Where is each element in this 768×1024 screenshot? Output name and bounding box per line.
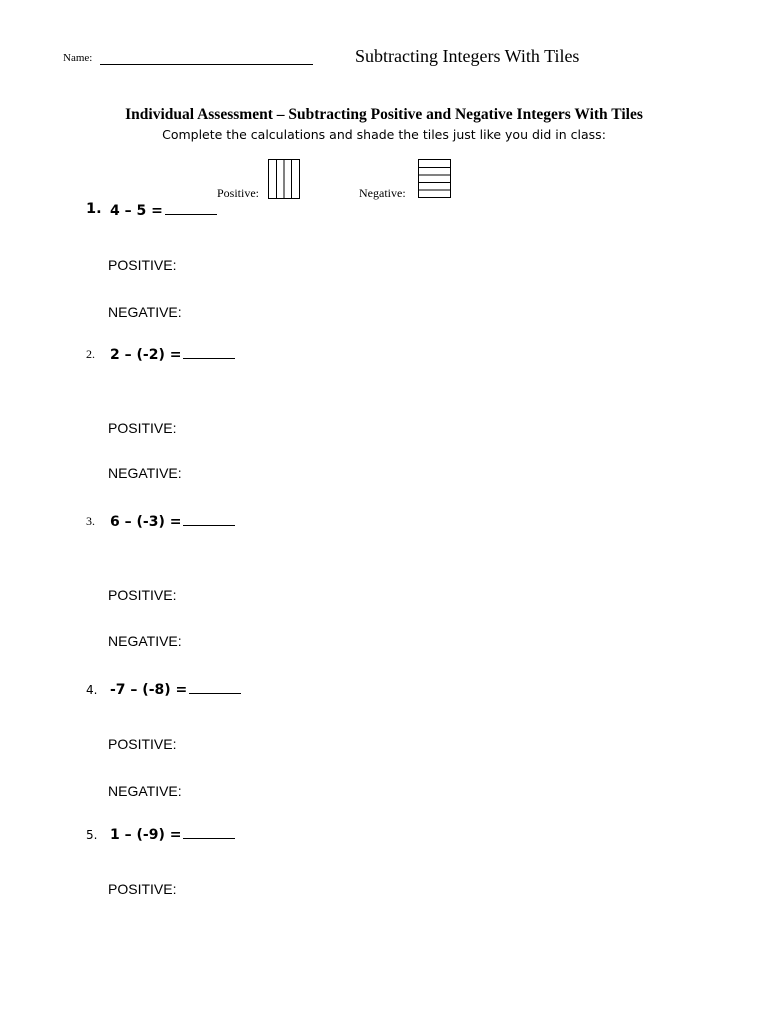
negative-row-label: NEGATIVE: [108, 783, 182, 799]
answer-blank[interactable] [189, 681, 241, 694]
question-number: 1. [86, 201, 102, 217]
positive-row-label: POSITIVE: [108, 420, 177, 436]
question-number: 3. [86, 514, 95, 528]
name-field[interactable] [100, 64, 313, 65]
negative-row-label: NEGATIVE: [108, 304, 182, 320]
expression-text: 4 – 5 = [110, 203, 163, 219]
positive-tile-lines [269, 160, 299, 198]
question-expression [110, 826, 235, 843]
positive-row-label: POSITIVE: [108, 257, 177, 273]
positive-legend-label: Positive: [217, 186, 260, 200]
question-number: 4. [86, 683, 98, 697]
question-expression [110, 346, 235, 363]
question-number: 5. [86, 828, 98, 842]
answer-blank[interactable] [165, 202, 217, 215]
negative-tile-icon [418, 159, 451, 198]
question-number: 2. [86, 347, 95, 361]
question-expression [110, 513, 235, 530]
question-expression [110, 681, 241, 698]
answer-blank[interactable] [183, 513, 235, 526]
negative-row-label: NEGATIVE: [108, 465, 182, 481]
positive-row-label: POSITIVE: [108, 881, 177, 897]
positive-row-label: POSITIVE: [108, 587, 177, 603]
positive-tile-icon [268, 159, 300, 199]
instructions: Complete the calculations and shade the tiles just like you did in class: [162, 127, 606, 142]
expression-text: 2 – (-2) = [110, 347, 182, 363]
negative-row-label: NEGATIVE: [108, 633, 182, 649]
answer-blank[interactable] [183, 346, 235, 359]
assessment-heading: Individual Assessment – Subtracting Positive and Negative Integers With Tiles [125, 106, 643, 123]
expression-text: 1 – (-9) = [110, 827, 182, 843]
worksheet-title: Subtracting Integers With Tiles [355, 46, 580, 66]
expression-text: -7 – (-8) = [110, 682, 188, 698]
negative-legend-label: Negative: [359, 186, 406, 200]
expression-text: 6 – (-3) = [110, 514, 182, 530]
name-label: Name: [63, 52, 93, 64]
question-expression [110, 202, 217, 219]
positive-row-label: POSITIVE: [108, 736, 177, 752]
answer-blank[interactable] [183, 826, 235, 839]
negative-tile-lines [419, 160, 450, 197]
